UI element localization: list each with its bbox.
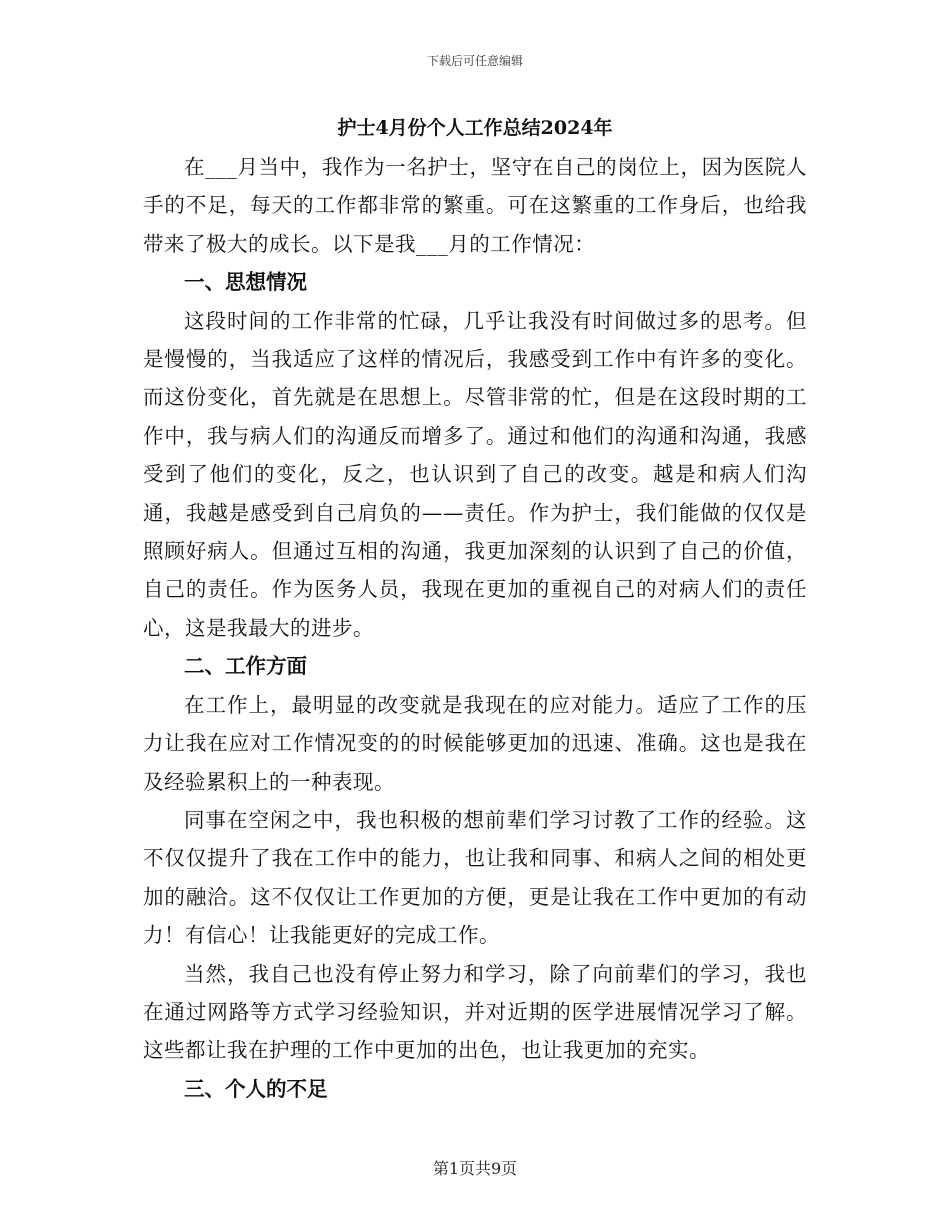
work-paragraph-2: 同事在空闲之中，我也积极的想前辈们学习讨教了工作的经验。这不仅仅提升了我在工作中的能力，也让我和同事、和病人之间的相处更加的融洽。这不仅仅让工作更加的方便，更是让我在工作中更加的有动力！有信心！让我能更好的完成工作。: [143, 807, 807, 948]
work-paragraph-1: 在工作上，最明显的改变就是我现在的应对能力。适应了工作的压力让我在应对工作情况变的的时候能够更加的迅速、准确。这也是我在及经验累积上的一种表现。: [143, 692, 807, 794]
section-heading-work: 二、工作方面: [184, 654, 307, 679]
section-heading-thought: 一、思想情况: [184, 270, 307, 295]
page-footer: 第1页共9页: [432, 1159, 518, 1178]
section-heading-shortcomings: 三、个人的不足: [184, 1076, 328, 1101]
intro-paragraph: 在___月当中，我作为一名护士，坚守在自己的岗位上，因为医院人手的不足，每天的工作都非常的繁重。可在这繁重的工作身后，也给我带来了极大的成长。以下是我___月的工作情况：: [143, 155, 807, 256]
document-body: [143, 108, 807, 1108]
thought-paragraph: 这段时间的工作非常的忙碌，几乎让我没有时间做过多的思考。但是慢慢的，当我适应了这样的情况后，我感受到工作中有许多的变化。而这份变化，首先就是在思想上。尽管非常的忙，但是在这段时期的工作中，我与病人们的沟通反而增多了。通过和他们的沟通和沟通，我感受到了他们的变化，反之，也认识到了自己的改变。越是和病人们沟通，我越是感受到自己肩负的——责任。作为护士，我们能做的仅仅是照顾好病人。但通过互相的沟通，我更加深刻的认识到了自己的价值，自己的责任。作为医务人员，我现在更加的重视自己的对病人们的责任心，这是我最大的进步。: [143, 308, 807, 640]
work-paragraph-3: 当然，我自己也没有停止努力和学习，除了向前辈们的学习，我也在通过网路等方式学习经验知识，并对近期的医学进展情况学习了解。这些都让我在护理的工作中更加的出色，也让我更加的充实。: [143, 961, 807, 1063]
page-header: 下载后可任意编辑: [426, 54, 523, 68]
document-title: 护士4月份个人工作总结2024年: [337, 117, 613, 139]
